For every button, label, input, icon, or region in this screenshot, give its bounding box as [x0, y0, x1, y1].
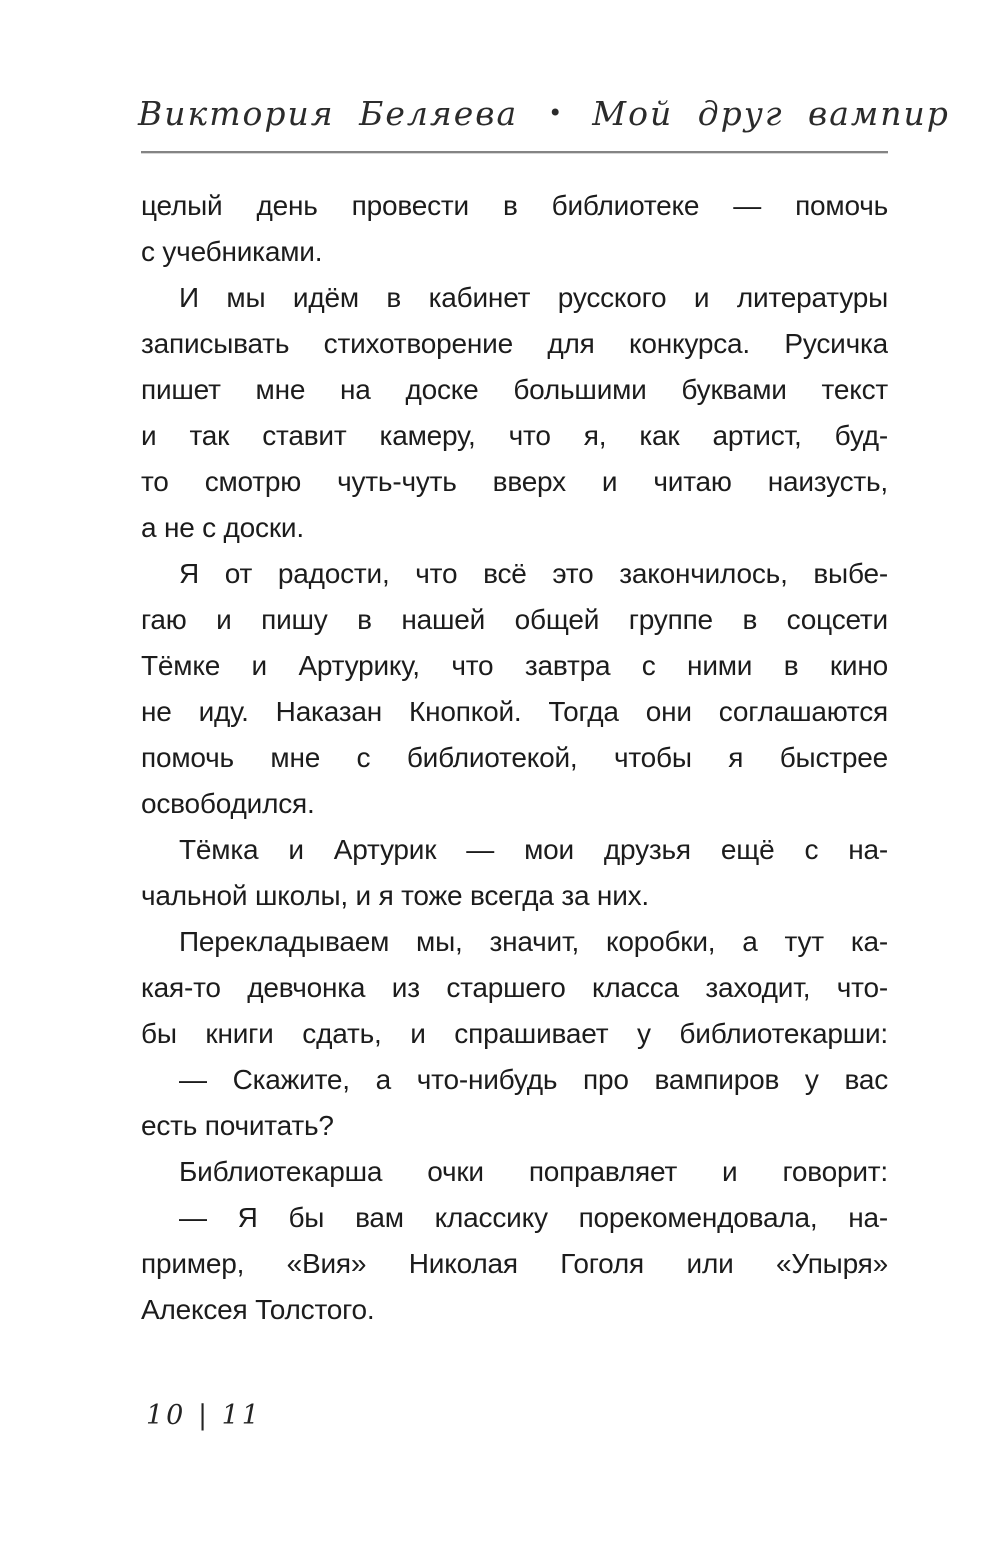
text-line: пример, «Вия» Николая Гоголя или «Упыря» — [141, 1248, 888, 1279]
text-line: есть почитать? — [141, 1110, 334, 1141]
page-number: 10 | 11 — [146, 1400, 262, 1431]
text-line: — Скажите, а что-нибудь про вампиров у вас — [179, 1064, 888, 1095]
text-line: записывать стихотворение для конкурса. Русичка — [141, 328, 888, 359]
paragraph — [141, 275, 888, 551]
header-divider — [141, 151, 888, 153]
text-line: то смотрю чуть-чуть вверх и читаю наизусть, — [141, 466, 888, 497]
paragraph — [141, 551, 888, 827]
author-name: Виктория Беляева — [138, 94, 519, 133]
text-line: Перекладываем мы, значит, коробки, а тут ка- — [179, 926, 888, 957]
paragraph — [141, 919, 888, 1057]
text-line: целый день провести в библиотеке — помочь — [141, 190, 888, 221]
book-title: Мой друг вампир — [592, 94, 950, 133]
text-line: кая-то девчонка из старшего класса заходит, что- — [141, 972, 888, 1003]
text-line: чальной школы, и я тоже всегда за них. — [141, 880, 650, 911]
text-line: И мы идём в кабинет русского и литературы — [179, 282, 888, 313]
text-line: и так ставит камеру, что я, как артист, буд- — [141, 420, 888, 451]
text-line: с учебниками. — [141, 236, 323, 267]
page-text — [141, 183, 888, 1333]
text-line: пишет мне на доске большими буквами текст — [141, 374, 888, 405]
text-line: Библиотекарша очки поправляет и говорит: — [179, 1156, 888, 1187]
text-line: — Я бы вам классику порекомендовала, на- — [179, 1202, 888, 1233]
paragraph — [141, 1057, 888, 1149]
text-line: Тёмка и Артурик — мои друзья ещё с на- — [179, 834, 888, 865]
text-line: Алексея Толстого. — [141, 1294, 375, 1325]
paragraph — [141, 1149, 888, 1195]
text-line: а не с доски. — [141, 512, 304, 543]
bullet-separator-icon: • — [548, 99, 563, 127]
paragraph — [141, 1195, 888, 1333]
text-line: освободился. — [141, 788, 315, 819]
text-line: гаю и пишу в нашей общей группе в соцсети — [141, 604, 888, 635]
text-line: Я от радости, что всё это закончилось, выбе- — [179, 558, 888, 589]
text-line: бы книги сдать, и спрашивает у библиотекарши: — [141, 1018, 888, 1049]
paragraph — [141, 827, 888, 919]
paragraph — [141, 183, 888, 275]
text-line: Тёмке и Артурику, что завтра с ними в кино — [141, 650, 888, 681]
text-line: помочь мне с библиотекой, чтобы я быстрее — [141, 742, 888, 773]
text-line: не иду. Наказан Кнопкой. Тогда они соглашаются — [141, 696, 888, 727]
running-head — [138, 94, 950, 133]
